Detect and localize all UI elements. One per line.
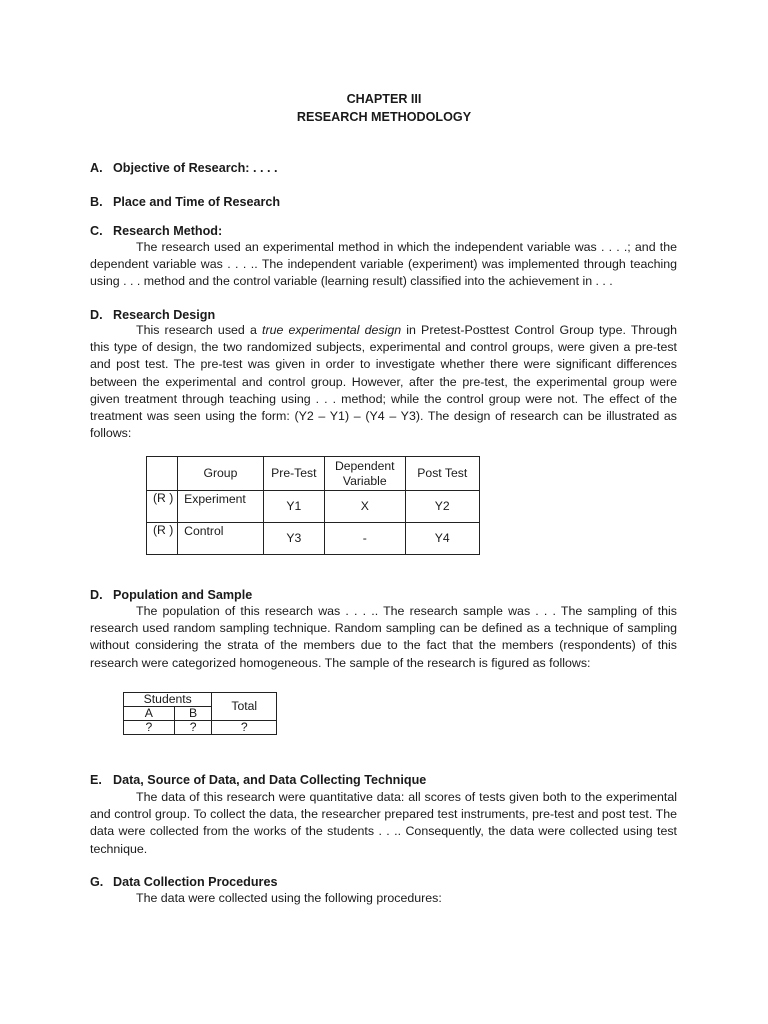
design-row-pretest: Y3 [263, 523, 324, 555]
sample-value-row [124, 721, 277, 735]
section-d2-letter: D. [90, 588, 103, 602]
design-row-group: Control [178, 523, 264, 555]
design-row-pretest: Y1 [263, 491, 324, 523]
section-c-text: The research used an experimental method in which the independent variable was . . . .; and the dependent variable was . . . .. The independent variable (experiment) was implemented through teaching using . . . method and the control variable (learning result) classified into the achievement in . . . [90, 240, 677, 289]
design-row-control [147, 523, 480, 555]
section-d1-heading [90, 308, 215, 322]
design-row-dependent: - [325, 523, 405, 555]
sample-total-header: Total [212, 693, 277, 721]
sample-col-b: B [174, 707, 212, 721]
section-b-title: Place and Time of Research [113, 195, 281, 209]
section-e-title: Data, Source of Data, and Data Collecting Technique [113, 773, 427, 787]
section-d1-letter: D. [90, 308, 103, 322]
design-header-row [147, 457, 480, 491]
section-d2-text: The population of this research was . . . .. The research sample was . . . The sampling of this research used random sampling technique. Random sampling can be defined as a technique of sampling without considering the strata of the members due to the fact that the members (respondents) of this research were categorized homogeneous. The sample of the research is figured as follows: [90, 604, 677, 670]
section-d2-paragraph [90, 603, 677, 672]
section-c-paragraph [90, 239, 677, 291]
sample-table [123, 692, 277, 735]
sample-value-a: ? [124, 721, 175, 735]
section-a-title: Objective of Research: . . . . [113, 161, 278, 175]
section-b-letter: B. [90, 195, 103, 209]
design-row-dependent: X [325, 491, 405, 523]
chapter-title: RESEARCH METHODOLOGY [296, 110, 472, 124]
design-header-group: Group [178, 457, 264, 491]
section-g-heading [90, 875, 277, 889]
section-d1-paragraph [90, 322, 677, 442]
section-c-letter: C. [90, 224, 103, 238]
section-e-letter: E. [90, 773, 102, 787]
section-g-letter: G. [90, 875, 104, 889]
design-header-blank [147, 457, 178, 491]
section-c-heading [90, 224, 222, 238]
section-e-heading [90, 773, 426, 787]
section-e-text: The data of this research were quantitative data: all scores of tests given both to the experimental and control group. To collect the data, the researcher prepared test instruments, pre-test and post test. The data were collected from the works of the students . . .. Consequently, the data were collected using test technique. [90, 790, 677, 856]
chapter-number: CHAPTER III [346, 92, 422, 106]
sample-value-total: ? [212, 721, 277, 735]
design-header-dependent: Dependent Variable [325, 457, 405, 491]
section-a-heading [90, 161, 277, 175]
sample-header-row [124, 693, 277, 707]
sample-value-b: ? [174, 721, 212, 735]
section-d1-text-italic: true experimental design [262, 323, 402, 337]
research-design-table [146, 456, 480, 555]
design-row-posttest: Y2 [405, 491, 480, 523]
section-d2-title: Population and Sample [113, 588, 253, 602]
section-g-text: The data were collected using the following procedures: [136, 891, 442, 905]
design-row-mark: (R ) [147, 491, 178, 523]
section-a-letter: A. [90, 161, 103, 175]
design-row-experiment [147, 491, 480, 523]
section-c-title: Research Method: [113, 224, 223, 238]
section-d1-title: Research Design [113, 308, 216, 322]
design-row-posttest: Y4 [405, 523, 480, 555]
sample-col-a: A [124, 707, 175, 721]
design-row-mark: (R ) [147, 523, 178, 555]
sample-students-header: Students [124, 693, 212, 707]
design-row-group: Experiment [178, 491, 264, 523]
section-b-heading [90, 195, 280, 209]
section-d1-text-after: in Pretest-Posttest Control Group type. Through this type of design, the two randomized subjects, experimental and control groups, were given a pre-test and post test. The pre-test was given in order to investigate whether there were significant differences between the experimental and control group. However, after the pre-test, the experimental group were given treatment through teaching using . . . method; while the control group were not. The effect of the treatment was seen using the form: (Y2 – Y1) – (Y4 – Y3). The design of research can be illustrated as follows: [90, 323, 677, 441]
design-header-posttest: Post Test [405, 457, 480, 491]
section-g-paragraph [90, 890, 677, 907]
section-g-title: Data Collection Procedures [113, 875, 278, 889]
section-d2-heading [90, 588, 252, 602]
design-header-pretest: Pre-Test [263, 457, 324, 491]
section-e-paragraph [90, 789, 677, 858]
section-d1-text-before: This research used a [136, 323, 262, 337]
